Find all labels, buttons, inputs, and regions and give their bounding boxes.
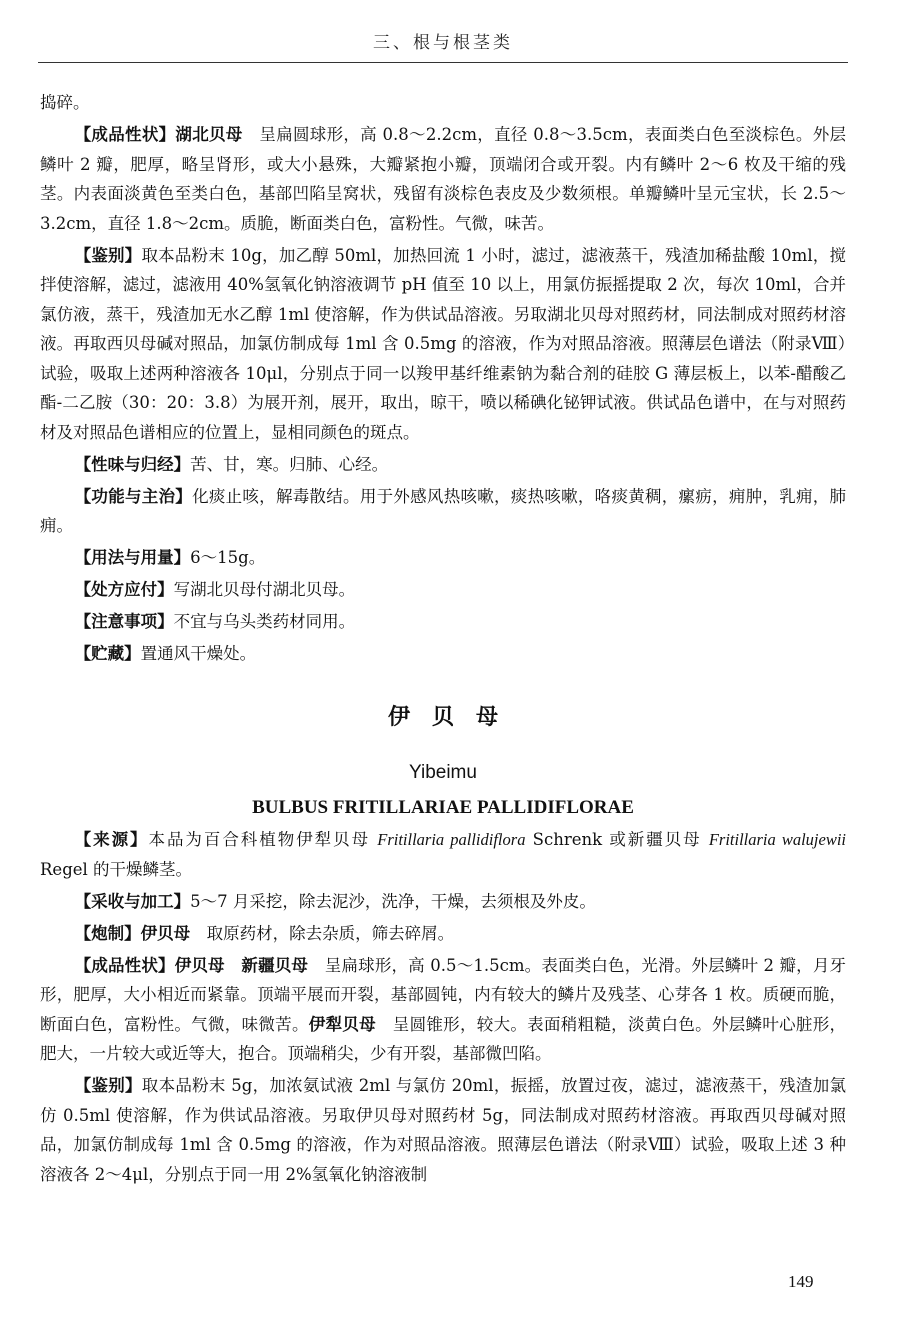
section-label: 【性味与归经】: [74, 454, 191, 474]
section-label: 【成品性状】: [74, 125, 176, 144]
yibeimu-processing-paragraph: [40, 919, 846, 949]
section-label: 【功能与主治】: [74, 486, 193, 506]
paragraph-text: 呈扁球形，高 0.5～1.5cm。表面类白色，光滑。外层鳞叶 2 瓣，月牙形，肥厚，大小相近而紧靠。顶端平展而开裂，基部圆钝，内有较大的鳞片及残茎、心芽各 1 枚。质硬而脆，断面白色，富粉性。气微，味微苦。: [40, 955, 847, 1034]
hubei-storage-paragraph: [40, 639, 846, 669]
paragraph-text: 取本品粉末 10g，加乙醇 50ml，加热回流 1 小时，滤过，滤液蒸干，残渣加稀盐酸 10ml，搅拌使溶解，滤过，滤液用 40%氢氧化钠溶液调节 pH 值至 10 以上，用氯仿振摇提取 2 次，每次 10ml，合并氯仿液，蒸干，残渣加无水乙醇 1ml 使溶解，作为供试品溶液。另取湖北贝母对照药材，同法制成对照药材溶液。再取西贝母碱对照品，加氯仿制成每 1ml 含 0.5mg 的溶液，作为对照品溶液。照薄层色谱法（附录Ⅷ）试验，吸取上述两种溶液各 10μl，分别点于同一以羧甲基纤维素钠为黏合剂的硅胶 G 薄层板上，以苯-醋酸乙酯-二乙胺（30：20：3.8）为展开剂，展开，取出，晾干，喷以稀碘化铋钾试液。供试品色谱中，在与对照药材及对照品色谱相应的位置上，显相同颜色的斑点。: [40, 245, 846, 442]
section-label: 【来源】: [74, 830, 149, 849]
latin-species-name: Fritillaria walujewii: [708, 830, 847, 849]
entry-title-pinyin: Yibeimu: [409, 762, 477, 783]
paragraph-text: 苦、甘，寒。归肺、心经。: [190, 454, 389, 474]
yibeimu-identification-paragraph: [40, 1071, 846, 1189]
section-label: 【采收与加工】: [74, 891, 191, 911]
paragraph-text: 化痰止咳，解毒散结。用于外感风热咳嗽，痰热咳嗽，咯痰黄稠，瘰疬，痈肿，乳痈，肺痈。: [40, 486, 847, 535]
page-number: 149: [788, 1272, 814, 1291]
entry-title-chinese: 伊贝母: [387, 704, 520, 730]
latin-species-name: Fritillaria pallidiflora: [377, 830, 526, 849]
section-label: 【贮藏】: [74, 644, 141, 663]
paragraph-text: 6～15g。: [190, 548, 266, 567]
yibeimu-source-paragraph: [40, 825, 846, 884]
paragraph-text: 写湖北贝母付湖北贝母。: [173, 580, 356, 599]
section-label: 【鉴别】: [74, 245, 142, 265]
hubei-dosage-paragraph: [40, 543, 846, 573]
hubei-identification-paragraph: [40, 241, 846, 448]
hubei-nature-paragraph: [40, 450, 846, 480]
hubei-appearance-paragraph: [40, 120, 846, 238]
running-header: 三、根与根茎类: [373, 33, 513, 53]
herb-name: 湖北贝母: [175, 125, 243, 144]
page-body: [40, 88, 846, 1192]
paragraph-text: 呈扁圆球形，高 0.8～2.2cm，直径 0.8～3.5cm，表面类白色至淡棕色。外层鳞叶 2 瓣，肥厚，略呈肾形，或大小悬殊，大瓣紧抱小瓣，顶端闭合或开裂。内有鳞叶 2～6 枚及干缩的残茎。内表面淡黄色至类白色，基部凹陷呈窝状，残留有淡棕色表皮及少数须根。单瓣鳞叶呈元宝状，长 2.5～3.2cm，直径 1.8～2cm。质脆，断面类白色，富粉性。气微，味苦。: [40, 125, 847, 233]
yibeimu-harvest-paragraph: [40, 887, 846, 917]
herb-name: 伊犁贝母: [308, 1014, 376, 1034]
paragraph-text: 5～7 月采挖，除去泥沙，洗净，干燥，去须根及外皮。: [190, 891, 596, 911]
paragraph-text: 不宜与乌头类药材同用。: [173, 612, 356, 631]
entry-title-latin: BULBUS FRITILLARIAE PALLIDIFLORAE: [252, 796, 634, 818]
herb-name: 伊贝母 新疆贝母: [174, 955, 309, 975]
paragraph-text: 置通风干燥处。: [140, 644, 257, 663]
hubei-caution-paragraph: [40, 607, 846, 637]
hubei-prescription-paragraph: [40, 575, 846, 605]
paragraph-text: Regel 的干燥鳞茎。: [40, 859, 193, 879]
paragraph-text: 取原药材，除去杂质，筛去碎屑。: [190, 923, 455, 943]
section-label: 【炮制】: [74, 923, 141, 943]
yibeimu-appearance-paragraph: [40, 951, 846, 1069]
paragraph-text: Schrenk 或新疆贝母: [525, 830, 709, 849]
section-label: 【处方应付】: [74, 580, 174, 599]
herb-name: 伊贝母: [140, 923, 191, 943]
section-label: 【用法与用量】: [74, 548, 191, 567]
section-label: 【注意事项】: [74, 612, 174, 631]
continued-line: 捣碎。: [40, 93, 90, 112]
paragraph-text: 本品为百合科植物伊犁贝母: [148, 830, 378, 849]
section-label: 【鉴别】: [74, 1076, 142, 1095]
paragraph-text: 呈圆锥形，较大。表面稍粗糙，淡黄白色。外层鳞叶心脏形，肥大，一片较大或近等大，抱合。顶端稍尖，少有开裂，基部微凹陷。: [40, 1014, 847, 1063]
hubei-function-paragraph: [40, 482, 846, 541]
paragraph-text: 取本品粉末 5g，加浓氨试液 2ml 与氯仿 20ml，振摇，放置过夜，滤过，滤液蒸干，残渣加氯仿 0.5ml 使溶解，作为供试品溶液。另取伊贝母对照药材 5g，同法制成对照药材溶液。再取西贝母碱对照品，加氯仿制成每 1ml 含 0.5mg 的溶液，作为对照品溶液。照薄层色谱法（附录Ⅷ）试验，吸取上述 3 种溶液各 2～4μl，分别点于同一用 2%氢氧化钠溶液制: [40, 1076, 846, 1184]
header-rule: [38, 62, 848, 63]
section-label: 【成品性状】: [74, 955, 175, 975]
